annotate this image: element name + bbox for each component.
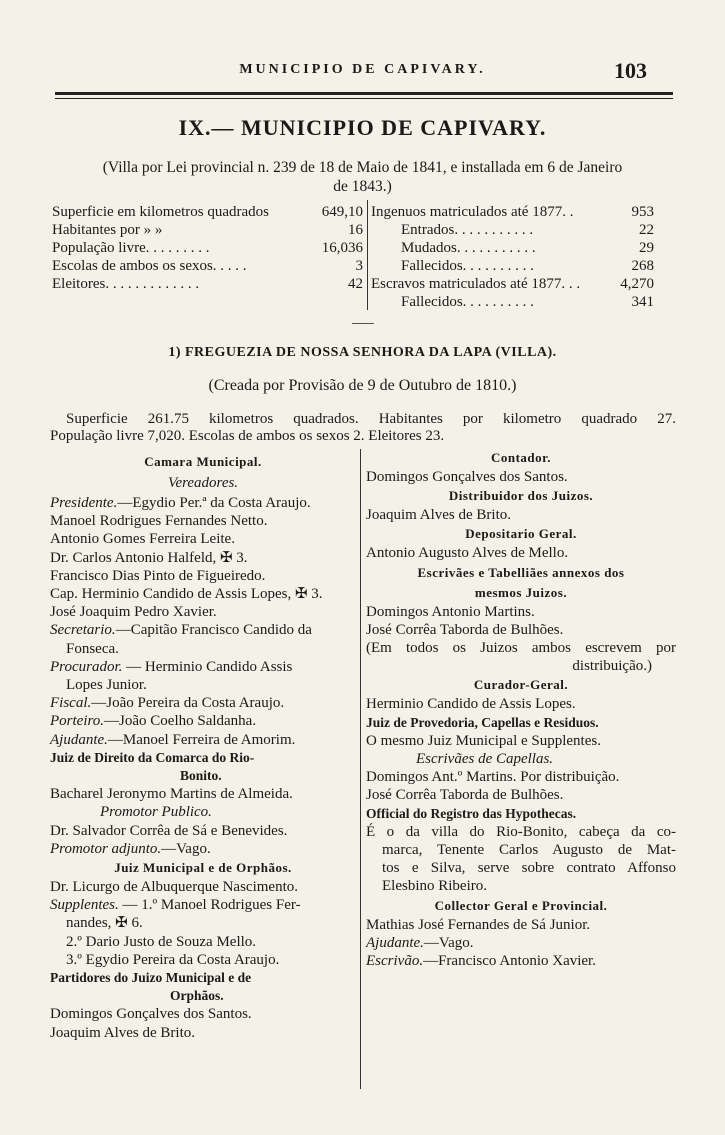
role-holder: —Vago. <box>161 840 211 857</box>
section-heading: Partidores do Juizo Municipal e de <box>50 970 252 986</box>
stat-row <box>371 293 654 311</box>
stat-label: Eleitores. . . . . . . . . . . . . <box>52 276 200 292</box>
role-label: Ajudante. <box>366 934 424 951</box>
stat-value: 649,10 <box>321 204 363 220</box>
stat-value: 3 <box>355 258 363 274</box>
section-heading: Curador-Geral. <box>473 677 569 693</box>
entry-line: Domingos Gonçalves dos Santos. <box>50 1006 252 1023</box>
role-holder: — Herminio Candido Assis <box>122 658 293 675</box>
parish-creation: (Creada por Provisão de 9 de Outubro de 1810.) <box>208 377 517 394</box>
role-label: Ajudante. <box>50 731 108 748</box>
entry-line: Herminio Candido de Assis Lopes. <box>366 696 576 713</box>
entry-line: Domingos Gonçalves dos Santos. <box>366 469 568 485</box>
stat-value: 42 <box>348 276 363 292</box>
entry-line: Dr. Salvador Corrêa de Sá e Benevides. <box>50 822 288 839</box>
stat-value: 4,270 <box>620 276 654 292</box>
entry-line: O mesmo Juiz Municipal e Supplentes. <box>366 732 601 749</box>
section-heading: Distribuidor dos Juizos. <box>448 488 594 504</box>
entry-line: Dr. Carlos Antonio Halfeld, ✠ 3. <box>50 549 248 566</box>
stat-label: Entrados. . . . . . . . . . . <box>401 222 534 238</box>
header-rule-thick <box>55 92 673 95</box>
role-holder: —Capitão Francisco Candido da <box>115 622 312 639</box>
section-heading: Juiz de Direito da Comarca do Rio- <box>50 749 255 765</box>
stats-divider <box>367 200 368 310</box>
subheading: Promotor Publico. <box>100 804 212 821</box>
role-label: Procurador. <box>50 658 123 675</box>
entry-line: Bacharel Jeronymo Martins de Almeida. <box>50 786 293 803</box>
stat-label: Fallecidos. . . . . . . . . . <box>401 294 534 310</box>
entry-line: Mathias José Fernandes de Sá Junior. <box>366 916 591 933</box>
stats-right <box>371 203 654 311</box>
stat-label: Superficie em kilometros quadrados <box>52 204 270 220</box>
role-label: Fiscal. <box>50 695 92 712</box>
section-heading: Depositario Geral. <box>465 526 577 542</box>
stat-label: Ingenuos matriculados até 1877. . <box>371 204 574 220</box>
stat-label: Escravos matriculados até 1877. . . <box>371 276 581 292</box>
column-divider <box>360 449 361 1089</box>
role-entry <box>50 621 356 639</box>
role-holder: —Vago. <box>423 934 474 951</box>
entry-line: José Corrêa Taborda de Bulhões. <box>366 621 564 638</box>
section-heading: mesmos Juizos. <box>474 584 568 600</box>
role-holder: —João Pereira da Costa Araujo. <box>91 695 285 712</box>
left-column <box>50 452 356 1042</box>
stat-row <box>371 239 654 257</box>
role-entry <box>50 712 356 730</box>
stat-value: 953 <box>631 204 654 220</box>
stat-label: Fallecidos. . . . . . . . . . <box>401 258 534 274</box>
role-entry <box>50 694 356 712</box>
entry-line: tos e Silva, serve sobre contrato Affonso <box>382 860 676 877</box>
stat-row <box>52 239 363 257</box>
section-heading: Juiz de Provedoria, Capellas e Residuos. <box>366 714 599 730</box>
page-number: 103 <box>614 58 647 83</box>
stat-row <box>371 203 654 221</box>
entry-line: É o da villa do Rio-Bonito, cabeça da co- <box>366 823 676 840</box>
entry-continuation: Lopes Junior. <box>66 677 147 694</box>
section-heading: Escrivães e Tabelliães annexos dos <box>417 564 625 580</box>
entry-line: Antonio Augusto Alves de Mello. <box>366 545 569 562</box>
subheading: Escrivães de Capellas. <box>416 751 554 768</box>
running-title: MUNICIPIO DE CAPIVARY. <box>239 62 486 77</box>
entry-line: Joaquim Alves de Brito. <box>50 1024 195 1041</box>
stat-row <box>371 257 654 275</box>
section-heading: Collector Geral e Provincial. <box>434 897 608 913</box>
stat-value: 341 <box>631 294 654 310</box>
stat-label: Habitantes por » » <box>52 222 163 238</box>
stat-row <box>52 221 363 239</box>
stat-row <box>52 203 363 221</box>
role-entry <box>50 731 356 749</box>
section-heading: Official do Registro das Hypothecas. <box>366 805 577 821</box>
right-column <box>366 448 676 970</box>
section-divider <box>352 323 374 324</box>
entry-line: Domingos Ant.º Martins. Por distribuição. <box>366 769 620 786</box>
role-entry <box>50 494 356 512</box>
role-holder: — 1.º Manoel Rodrigues Fer- <box>118 897 301 914</box>
entry-continuation: 2.º Dario Justo de Souza Mello. <box>66 933 257 950</box>
entry-continuation: nandes, ✠ 6. <box>66 915 143 932</box>
parish-stats-line-2: População livre 7,020. Escolas de ambos os sexos 2. Eleitores 23. <box>50 428 445 444</box>
section-heading: Camara Municipal. <box>144 454 262 469</box>
municipality-title: IX.— MUNICIPIO DE CAPIVARY. <box>178 115 547 140</box>
entry-line: Cap. Herminio Candido de Assis Lopes, ✠ 3. <box>50 586 323 603</box>
stat-value: 268 <box>631 258 654 274</box>
section-heading: Contador. <box>490 450 551 465</box>
section-heading: Juiz Municipal e de Orphãos. <box>114 860 292 876</box>
entry-line: (Em todos os Juizos ambos escrevem por <box>366 640 676 657</box>
entry-line: Dr. Licurgo de Albuquerque Nascimento. <box>50 879 298 896</box>
stat-row <box>52 257 363 275</box>
entry-line: marca, Tenente Carlos Augusto de Mat- <box>382 842 676 859</box>
role-entry <box>50 840 356 858</box>
role-holder: —Manoel Ferreira de Amorim. <box>107 731 296 748</box>
creation-note-line-1: (Villa por Lei provincial n. 239 de 18 de Maio de 1841, e installada em 6 de Janeiro <box>102 159 623 176</box>
entry-line: Manoel Rodrigues Fernandes Netto. <box>50 513 268 530</box>
creation-note-line-2: de 1843.) <box>333 178 392 195</box>
parish-title: 1) FREGUEZIA DE NOSSA SENHORA DA LAPA (VILLA). <box>168 345 557 360</box>
stat-value: 16 <box>348 222 363 238</box>
stat-row <box>52 275 363 293</box>
role-label: Presidente. <box>50 495 118 511</box>
stat-value: 22 <box>639 222 654 238</box>
entry-line: Joaquim Alves de Brito. <box>366 507 511 524</box>
entry-line: Antonio Gomes Ferreira Leite. <box>50 531 235 548</box>
entry-line: Francisco Dias Pinto de Figueiredo. <box>50 567 266 584</box>
header-rule-thin <box>55 98 673 99</box>
section-heading-cont: Bonito. <box>180 768 222 784</box>
stat-label: Escolas de ambos os sexos. . . . . <box>52 258 247 274</box>
role-entry <box>366 952 676 970</box>
entry-line: José Joaquim Pedro Xavier. <box>50 604 217 621</box>
role-label: Supplentes. <box>50 897 119 914</box>
role-entry <box>50 896 356 914</box>
stat-row <box>371 221 654 239</box>
stat-label: Mudados. . . . . . . . . . . <box>401 240 536 256</box>
entry-continuation: 3.º Egydio Pereira da Costa Araujo. <box>66 951 280 968</box>
role-label: Secretario. <box>50 622 116 639</box>
role-label: Porteiro. <box>50 713 105 730</box>
role-label: Escrivão. <box>366 953 424 970</box>
role-holder: —João Coelho Saldanha. <box>104 713 257 730</box>
entry-line: Elesbino Ribeiro. <box>382 878 487 895</box>
subheading: Vereadores. <box>167 475 239 491</box>
section-heading-cont: Orphãos. <box>170 988 224 1004</box>
role-label: Promotor adjunto. <box>50 840 162 857</box>
entry-line: distribuição.) <box>572 658 652 675</box>
entry-line: Domingos Antonio Martins. <box>366 603 535 620</box>
stats-left <box>52 203 363 293</box>
stat-row <box>371 275 654 293</box>
role-entry <box>366 934 676 952</box>
parish-stats-line-1: Superficie 261.75 kilometros quadrados. Habitantes por kilometro quadrado 27. <box>66 411 676 427</box>
role-holder: —Francisco Antonio Xavier. <box>423 953 596 970</box>
stat-label: População livre. . . . . . . . . <box>52 240 210 256</box>
entry-continuation: Fonseca. <box>66 640 119 657</box>
stat-value: 16,036 <box>321 240 363 256</box>
entry-line: José Corrêa Taborda de Bulhões. <box>366 787 564 804</box>
stat-value: 29 <box>639 240 654 256</box>
role-entry <box>50 658 356 676</box>
role-holder: —Egydio Per.ª da Costa Araujo. <box>117 495 311 511</box>
